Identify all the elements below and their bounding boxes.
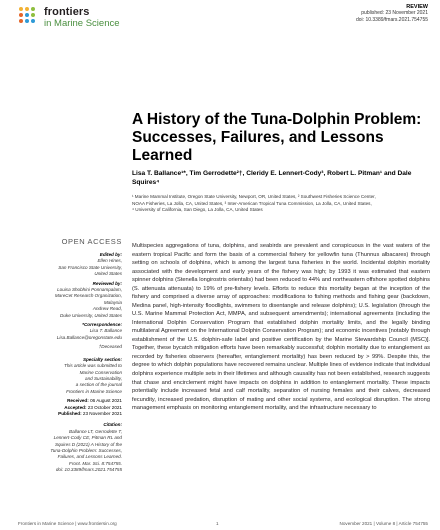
- editor-line: San Francisco State University,: [58, 264, 122, 270]
- doi-link[interactable]: doi: 10.3389/fmars.2021.754755: [356, 16, 428, 23]
- correspondent-email[interactable]: Lisa.Ballance@oregonstate.edu: [56, 334, 122, 340]
- accepted-label: Accepted:: [64, 404, 87, 410]
- citation-heading: Citation:: [103, 422, 122, 428]
- citation-block: [44, 422, 122, 473]
- received-value: 06 August 2021: [90, 398, 122, 404]
- reviewer-line: Malaysia: [103, 299, 122, 305]
- affiliation-line: NOAA Fisheries, La Jolla, CA, United States, ³ Inter-American Tropical Tuna Commission, La Jolla, CA, United States,: [132, 200, 372, 206]
- specialty-line: Frontiers in Marine Science: [66, 388, 122, 394]
- editor-line: United States: [94, 271, 122, 277]
- article-meta: [356, 4, 428, 23]
- reviewer-line: MareCet Research Organization,: [54, 293, 122, 299]
- journal-name: in Marine Science: [44, 18, 120, 29]
- citation-line: Failures, and Lessons Learned.: [57, 454, 122, 460]
- correspondent-name: Lisa T. Ballance: [89, 328, 122, 334]
- specialty-line: Marine Conservation: [79, 369, 122, 375]
- citation-line: Front. Mar. Sci. 8:754755.: [69, 460, 122, 466]
- specialty-line: a section of the journal: [75, 382, 122, 388]
- reviewer-line: Duke University, United States: [60, 312, 122, 318]
- affiliations: [132, 194, 428, 214]
- reviewer-line: Louisa Shobhini Ponnampalam,: [57, 287, 122, 293]
- article-title: A History of the Tuna-Dolphin Problem: Successes, Failures, and Lessons Learned: [132, 111, 422, 164]
- reviewed-by-heading: Reviewed by:: [92, 280, 122, 286]
- correspondence-block: [44, 322, 122, 351]
- published-value: 23 November 2021: [82, 410, 122, 416]
- specialty-line: and Sustainability,: [85, 375, 122, 381]
- reviewer-line: Andrew Read,: [92, 306, 122, 312]
- frontiers-logo-icon: [18, 6, 40, 28]
- citation-line: Ballance LT, Gerrodette T,: [69, 428, 122, 434]
- specialty-block: [44, 357, 122, 395]
- correspondence-heading: *Correspondence:: [82, 322, 122, 328]
- footer-journal-link[interactable]: Frontiers in Marine Science | www.frontiersin.org: [18, 521, 117, 526]
- deceased-note: †Deceased: [98, 344, 122, 350]
- article-sidebar: [44, 234, 122, 477]
- author-list: Lisa T. Ballance¹*, Tim Gerrodette²†, Cleridy E. Lennert-Cody³, Robert L. Pitman¹ and Dale Squires⁴: [132, 170, 412, 186]
- citation-doi[interactable]: doi: 10.3389/fmars.2021.754755: [55, 467, 122, 473]
- reviewed-by-block: [44, 281, 122, 319]
- specialty-heading: Specialty section:: [82, 356, 122, 362]
- editor-line: Ellen Hines,: [97, 258, 122, 264]
- published-date-sidebar: [44, 411, 122, 417]
- citation-line: Tuna-Dolphin Problem: Successes,: [50, 447, 122, 453]
- page-footer: [0, 518, 440, 530]
- footer-issue-info: November 2021 | Volume 8 | Article 754755: [339, 521, 428, 526]
- journal-logo: [18, 6, 148, 32]
- open-access-label: OPEN ACCESS: [61, 237, 122, 246]
- abstract-text: Multispecies aggregations of tuna, dolphins, and seabirds are prevalent and conspicuous in the vast waters of the eastern tropical Pacific and form the basis of a commercial fishery for yellowfin tuna (Thunnus albacares) through setting on schools of dolphins, which is among the largest tuna fisheries in the world. Incidental dolphin mortality associated with the development and early years of the fishery was high; by 1993 it was estimated that eastern spinner dolphins (Stenella longirostris orientalis) had been reduced to 44% and northeastern offshore spotted dolphins (S. attenuata attenuata) to 19% of pre-fishery levels. Efforts to reduce this mortality began at the inception of the fishery and comprised a diverse array of approaches: modifications to fishing methods and fishing gear (backdown, Medina panel, high-intensity floodlights, swimmers to disentangle and release dolphins); U.S. legislation (through the U.S. Marine Mammal Protection Act, MMPA, and subsequent amendments); international agreements (including the International Dolphin Conservation Program that established dolphin mortality limits, and the legally binding multilateral Agreement on the International Dolphin Conservation Program); and economic incentives [notably through establishment of the U.S. dolphin-safe label and positive certification by the Marine Stewardship Council (MSC)]. Together, these bycatch mitigation efforts have been remarkably successful; dolphin mortality due to entanglement as recorded by fisheries observers (hereafter, entanglement mortality) has been reduced by > 99%. Despite this, the degree to which dolphin populations have recovered remains unclear. Multiple lines of evidence indicate that individual dolphins experience multiple sets in their lifetimes and although causality has not been established, research suggests that chase and encirclement might have impacts on dolphins in addition to entanglement mortality. These impacts potentially include increased fetal and calf mortality, separation of nursing females and their calves, decreased fecundity, increased predation, disruption of mating and other social systems, and ecological disruption. The strong management emphasis on monitoring entanglement mortality, and the infrastructure necessary to: [132, 243, 430, 412]
- page-number: 1: [216, 521, 219, 526]
- affiliation-line: ¹ Marine Mammal Institute, Oregon State University, Newport, OR, United States, ² Southwest Fisheries Science Center,: [132, 194, 376, 199]
- published-date: published: 23 November 2021: [361, 10, 428, 17]
- received-label: Received:: [67, 398, 89, 404]
- citation-line: Squires D (2021) A History of the: [54, 441, 122, 447]
- specialty-line: This article was submitted to: [64, 363, 122, 369]
- accepted-value: 23 October 2021: [87, 404, 122, 410]
- dates-block: [44, 398, 122, 417]
- affiliation-line: ⁴ University of California, San Diego, La Jolla, CA, United States: [132, 207, 263, 213]
- article-type: REVIEW: [406, 4, 428, 10]
- edited-by-block: [44, 252, 122, 278]
- logo-wordmark: frontiers: [44, 6, 90, 18]
- published-label: Published:: [58, 410, 82, 416]
- citation-line: Lennert-Cody CE, Pitman RL and: [53, 435, 122, 441]
- edited-by-heading: Edited by:: [99, 252, 122, 257]
